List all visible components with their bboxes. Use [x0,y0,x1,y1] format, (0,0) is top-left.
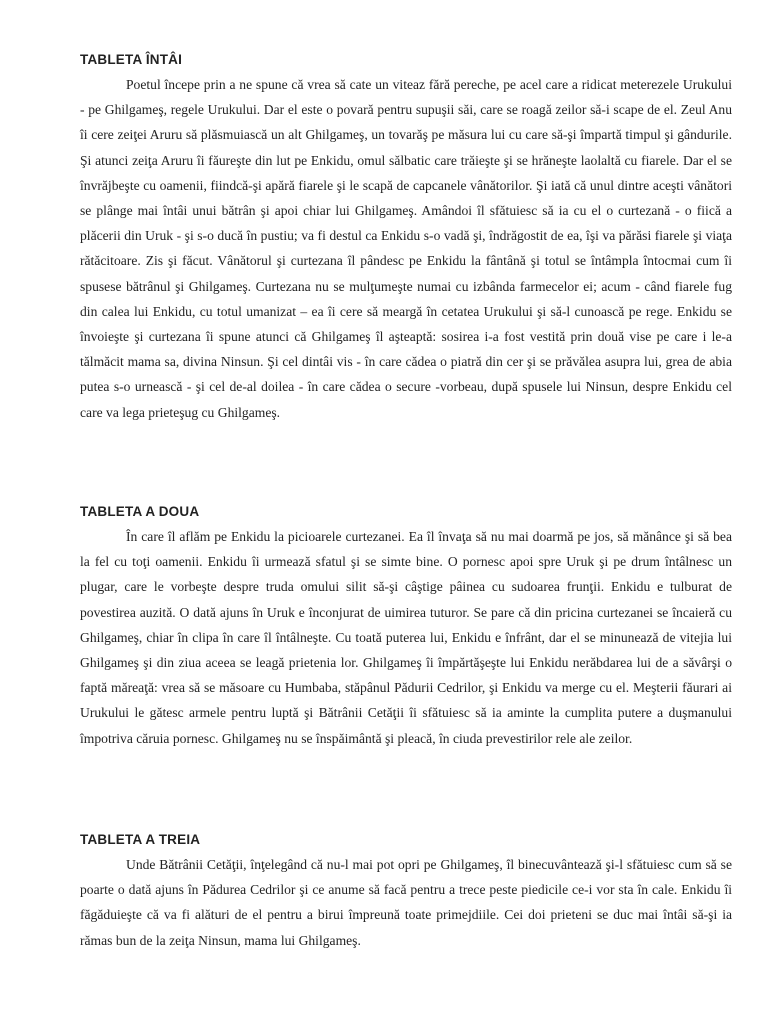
section-heading-tablet-three: TABLETA A TREIA [80,832,201,847]
section-text-tablet-one: Poetul începe prin a ne spune că vrea să cate un viteaz fără pereche, pe acel care a ridicat meterezele Urukului - pe Ghilgameş, regele Urukului. Dar el este o povară pentru supuşii săi, care se roagă zeilor să-i scape de el. Zeul Anu îi cere zeiţei Aruru să plăsmuiască un alt Ghilgameş, un tovarăş pe măsura lui cu care să-şi împartă timpul şi gândurile. Şi atunci zeiţa Aruru îi făureşte din lut pe Enkidu, omul sălbatic care trăieşte şi se hrăneşte laolaltă cu fiarele. Dar el se învrăjbeşte cu oamenii, fiindcă-şi apără fiarele şi le scapă de capcanele vânătorilor. Şi iată că unul dintre aceşti vânători se plânge mai întâi unui bătrân şi apoi chiar lui Ghilgameş. Amândoi îl sfătuiesc să ia cu el o curtezană - o fiică a plăcerii din Uruk - şi s-o ducă în pustiu; va fi destul ca Enkidu s-o vadă şi, îndrăgostit de ea, îşi va părăsi fiarele şi viaţa rătăcitoare. Zis şi făcut. Vânătorul şi curtezana îl pândesc pe Enkidu la fântână şi totul se întâmpla întocmai cum îi spusese bătrânul şi Ghilgameş. Curtezana nu se mulţumeşte numai cu izbânda farmecelor ei; acum - când fiarele fug din calea lui Enkidu, cu totul umanizat – ea îi cere să meargă în cetatea Urukului şi să-l cunoască pe rege. Enkidu se învoieşte şi curtezana îi spune atunci că Ghilgameş îl aşteaptă: sosirea i-a fost vestită prin două vise pe care i le-a tălmăcit mama sa, divina Ninsun. Şi cel dintâi vis - în care cădea o piatră din cer şi se prăvălea asupra lui, grea de abia putea s-o urnească - şi cel de-al doilea - în care cădea o secure -vorbeau, după spusele lui Ninsun, despre Enkidu cel care va lega prieteşug cu Ghilgameş. [80,77,732,420]
tablet-three-section [80,828,732,953]
section-heading-tablet-two: TABLETA A DOUA [80,504,200,519]
tablet-two-section [80,500,732,751]
section-heading-tablet-one: TABLETA ÎNTÂI [80,52,183,67]
tablet-one-section [80,48,732,425]
section-text-tablet-two: În care îl aflăm pe Enkidu la picioarele curtezanei. Ea îl învaţa să nu mai doarmă pe jos, să mănânce şi să bea la fel cu toţi oamenii. Enkidu îi urmează sfatul şi se simte bine. O pornesc apoi spre Uruk şi pe drum întâlnesc un plugar, care le vorbeşte despre truda omului silit să-şi câştige pâinea cu sudoarea frunţii. Enkidu e tulburat de povestirea auzită. O dată ajuns în Uruk e înconjurat de uimirea tuturor. Se pare că din pricina curtezanei se încaieră cu Ghilgameş, chiar în clipa în care îl întâlneşte. Cu toată puterea lui, Enkidu e înfrânt, dar el se minunează de vitejia lui Ghilgameş şi din ziua aceea se leagă prietenia lor. Ghilgameş îi împărtăşeşte lui Enkidu nerăbdarea lui de a săvârşi o faptă măreaţă: vrea să se măsoare cu Humbaba, stăpânul Pădurii Cedrilor, şi Enkidu va merge cu el. Meşterii făurari ai Urukului le gătesc armele pentru luptă şi Bătrânii Cetăţii îi sfătuiesc să ia aminte la cumplita putere a duşmanului împotriva căruia pornesc. Ghilgameş nu se înspăimântă şi pleacă, în ciuda prevestirilor rele ale zeilor. [80,529,732,746]
section-text-tablet-three: Unde Bătrânii Cetăţii, înţelegând că nu-l mai pot opri pe Ghilgameş, îl binecuvântează şi-l sfătuiesc cum să se poarte o dată ajuns în Pădurea Cedrilor şi ce anume să facă pentru a trece peste piedicile ce-i vor sta în cale. Enkidu îi făgăduieşte că va fi alături de el pentru a birui împreună toate primejdiile. Cei doi prieteni se duc mai întâi să-şi ia rămas bun de la zeiţa Ninsun, mama lui Ghilgameş. [80,857,732,948]
